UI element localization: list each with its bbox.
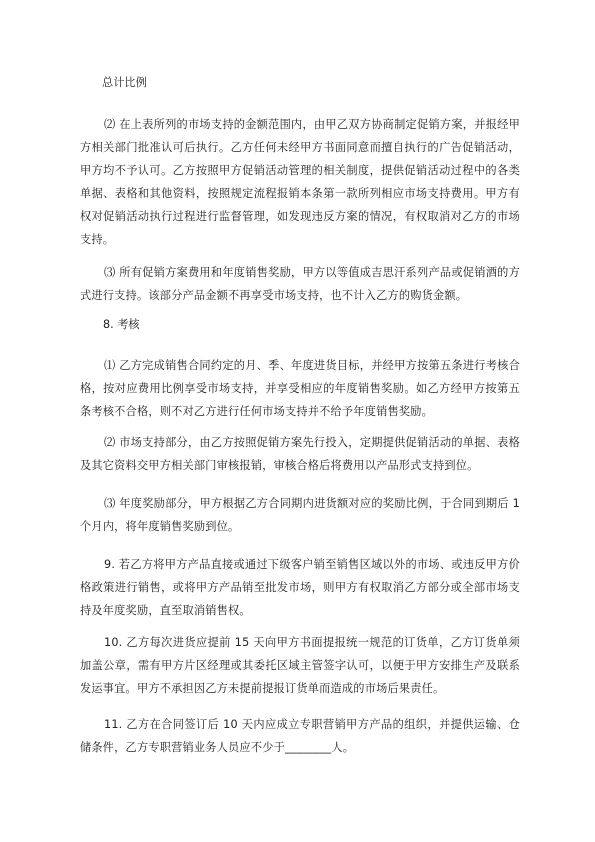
paragraph-clause-8-3: ⑶ 年度奖励部分，甲方根据乙方合同期内进货额对应的奖励比例，于合同到期后 1 个月内，将年度销售奖励到位。	[80, 497, 520, 533]
paragraph-clause-3: ⑶ 所有促销方案费用和年度销售奖励，甲方以等值成吉思汗系列产品或促销酒的方式进行支持。该部分产品金额不再享受市场支持，也不计入乙方的购货金额。	[80, 266, 520, 302]
paragraph-clause-8-2: ⑵ 市场支持部分，由乙方按照促销方案先行投入，定期提供促销活动的单据、表格及其它资料交甲方相关部门审核报销，审核合格后将费用以产品形式支持到位。	[80, 436, 520, 472]
paragraph-clause-10: 10. 乙方每次进货应提前 15 天向甲方书面提报统一规范的订货单，乙方订货单须加盖公章，需有甲方片区经理或其委托区域主管签字认可，以便于甲方安排生产及联系发运事宜。甲方不承担因乙方未提前提报订货单而造成的市场后果责任。	[80, 636, 520, 695]
heading-section-8: 8. 考核	[103, 318, 140, 331]
heading-total-ratio: 总计比例	[102, 76, 147, 89]
paragraph-clause-9: 9. 若乙方将甲方产品直接或通过下级客户销至销售区域以外的市场、或违反甲方价格政策进行销售，或将甲方产品销至批发市场，则甲方有权取消乙方部分或全部市场支持及年度奖励，直至取消销售权。	[80, 558, 520, 617]
paragraph-clause-8-1: ⑴ 乙方完成销售合同约定的月、季、年度进货目标，并经甲方按第五条进行考核合格，按对应费用比例享受市场支持，并享受相应的年度销售奖励。如乙方经甲方按第五条考核不合格，则不对乙方进行任何市场支持并不给予年度销售奖励。	[80, 359, 520, 418]
paragraph-clause-11: 11. 乙方在合同签订后 10 天内应成立专职营销甲方产品的组织，并提供运输、仓储条件，乙方专职营销业务人员应不少于________人。	[80, 718, 520, 754]
paragraph-clause-2: ⑵ 在上表所列的市场支持的金额范围内，由甲乙双方协商制定促销方案，并报经甲方相关部门批准认可后执行。乙方任何未经甲方书面同意而擅自执行的广告促销活动，甲方均不予认可。乙方按照甲方促销活动管理的相关制度，提供促销活动过程中的各类单据、表格和其他资料，按照规定流程报销本条第一款所列相应市场支持费用。甲方有权对促销活动执行过程进行监督管理，如发现违反方案的情况，有权取消对乙方的市场支持。	[80, 118, 520, 246]
